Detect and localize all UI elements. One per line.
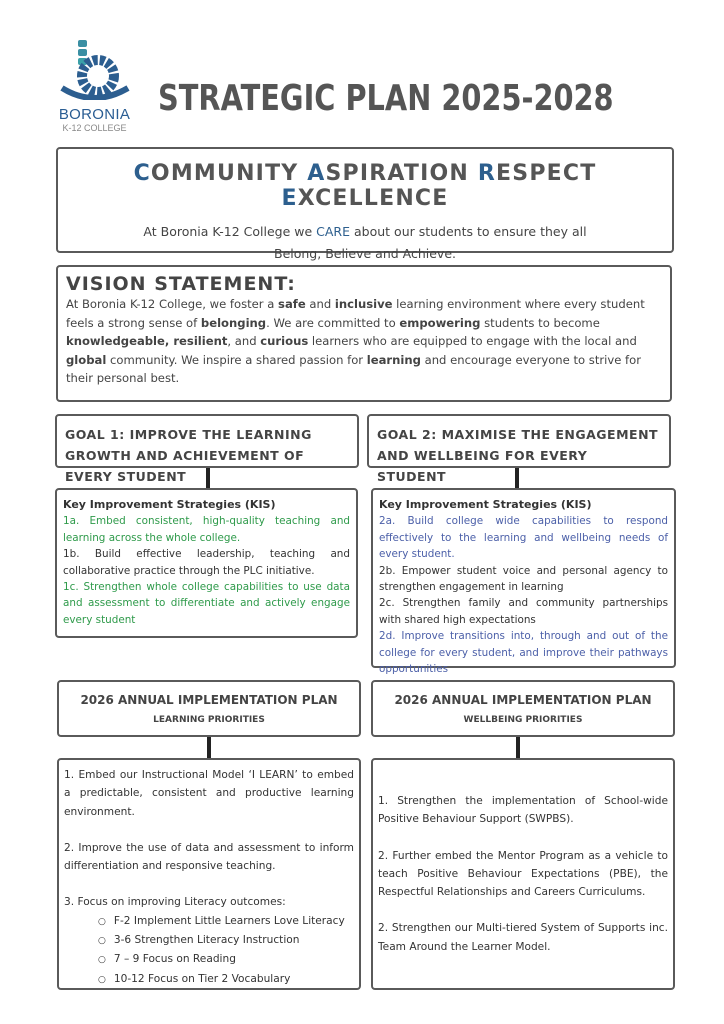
connector xyxy=(516,737,520,759)
kis-heading: Key Improvement Strategies (KIS) xyxy=(379,498,592,511)
sub-item: ○ 7 – 9 Focus on Reading xyxy=(98,950,354,969)
priority-list xyxy=(373,760,673,980)
goal-1-header xyxy=(55,414,359,484)
aip-heading: 2026 ANNUAL IMPLEMENTATION PLAN xyxy=(394,693,652,707)
care-box xyxy=(56,147,674,261)
learning-priorities xyxy=(57,758,361,990)
goal-1-kis xyxy=(55,488,358,638)
care-word: XCELLENCE xyxy=(297,186,449,211)
kis-item: 2d. Improve transitions into, through and out of the college for every student, and improve their pathways opportunities xyxy=(379,630,668,676)
sub-item: ○ 3-6 Strengthen Literacy Instruction xyxy=(98,931,354,950)
aip-heading: 2026 ANNUAL IMPLEMENTATION PLAN xyxy=(80,693,338,707)
connector xyxy=(207,737,211,759)
vision-text-segment: community. We inspire a shared passion for xyxy=(106,352,367,367)
vision-keyword: global xyxy=(66,352,107,367)
kis-item: 2b. Empower student voice and personal agency to strengthen engagement in learning xyxy=(379,564,668,594)
care-initial: R xyxy=(477,161,497,186)
priority-item: 2. Strengthen our Multi-tiered System of Supports inc. Team Around the Learner Model. xyxy=(378,922,668,953)
vision-keyword: safe xyxy=(278,297,306,311)
priority-item: 1. Embed our Instructional Model ‘I LEARN’ to embed a predictable, consistent and productive learning environment. xyxy=(64,769,354,818)
goal-2-kis xyxy=(371,488,676,676)
logo-sub: K-12 COLLEGE xyxy=(62,123,127,133)
vision-keyword: inclusive xyxy=(334,297,393,311)
vision-heading: VISION STATEMENT: xyxy=(66,273,296,295)
care-initial: A xyxy=(307,161,326,186)
page-title: STRATEGIC PLAN 2025-2028 xyxy=(158,78,614,119)
vision-text-segment: students to become xyxy=(480,315,600,330)
aip-subheading: WELLBEING PRIORITIES xyxy=(463,715,583,725)
vision-keyword: knowledgeable, resilient xyxy=(66,334,228,348)
aip-wellbeing-header xyxy=(371,680,675,737)
vision-keyword: learning xyxy=(366,352,421,367)
care-word: ESPECT xyxy=(496,161,597,186)
vision-keyword: empowering xyxy=(399,315,481,330)
care-text: Belong, Believe and Achieve. xyxy=(274,246,456,261)
priority-item: 2. Improve the use of data and assessment to inform differentiation and responsive teaching. xyxy=(64,841,354,873)
kis-item: 1c. Strengthen whole college capabilities to use data and assessment to differentiate and actively engage every student xyxy=(63,581,350,626)
logo-mark-icon xyxy=(52,38,137,100)
goal-heading: GOAL 1: IMPROVE THE LEARNING GROWTH AND ACHIEVEMENT OF EVERY STUDENT xyxy=(65,427,312,484)
connector xyxy=(206,468,210,489)
care-initial: E xyxy=(281,186,298,211)
care-text: At Boronia K-12 College we xyxy=(143,224,317,239)
kis-list xyxy=(57,490,356,635)
priority-list xyxy=(59,760,359,995)
connector xyxy=(515,468,519,489)
literacy-sublist xyxy=(98,912,354,989)
wellbeing-priorities xyxy=(371,758,675,990)
boronia-logo xyxy=(52,38,137,138)
kis-item: 1a. Embed consistent, high-quality teaching and learning across the whole college. xyxy=(63,515,350,544)
vision-keyword: curious xyxy=(260,334,309,348)
vision-text-segment: At Boronia K-12 College, we foster a xyxy=(66,297,279,311)
vision-text-segment: learners who are equipped to engage with the local and xyxy=(308,334,637,348)
care-statement xyxy=(58,221,672,265)
vision-text-segment: . We are committed to xyxy=(266,315,400,330)
care-initial: C xyxy=(133,161,151,186)
care-text: about our students to ensure they all xyxy=(350,224,587,239)
vision-text-segment: learning environment where every student feels a strong sense of xyxy=(66,297,645,330)
aip-learning-header xyxy=(57,680,361,737)
vision-keyword: belonging xyxy=(200,315,267,330)
priority-item: 1. Strengthen the implementation of School-wide Positive Behaviour Support (SWPBS). xyxy=(378,795,668,826)
priority-item: 3. Focus on improving Literacy outcomes: xyxy=(64,896,286,909)
vision-text-segment: , and xyxy=(227,334,261,348)
kis-item: 1b. Build effective leadership, teaching and collaborative practice through the PLC initiative. xyxy=(63,548,350,577)
goal-2-header xyxy=(367,414,671,484)
vision-box xyxy=(56,265,672,402)
priority-item: 2. Further embed the Mentor Program as a vehicle to teach Positive Behaviour Expectations (PBE), the Respectful Relationships and Careers Curriculums. xyxy=(378,849,668,899)
logo-name: BORONIA xyxy=(58,106,131,123)
care-word: OMMUNITY xyxy=(150,161,299,186)
kis-heading: Key Improvement Strategies (KIS) xyxy=(63,498,276,511)
vision-text-segment: and xyxy=(305,297,335,311)
care-word: SPIRATION xyxy=(325,161,470,186)
kis-item: 2a. Build college wide capabilities to respond effectively to the learning and wellbeing needs of every student. xyxy=(379,515,668,561)
kis-item: 2c. Strengthen family and community partnerships with shared high expectations xyxy=(379,597,668,626)
care-acronym: CARE xyxy=(316,224,351,239)
sub-item: ○ 10-12 Focus on Tier 2 Vocabulary xyxy=(98,970,354,989)
care-heading xyxy=(58,161,672,211)
goal-heading: GOAL 2: MAXIMISE THE ENGAGEMENT AND WELLBEING FOR EVERY STUDENT xyxy=(377,427,659,484)
vision-text xyxy=(66,295,662,388)
aip-subheading: LEARNING PRIORITIES xyxy=(153,715,265,725)
vision-text-segment: and encourage everyone to strive for their personal best. xyxy=(66,352,641,385)
kis-list xyxy=(373,490,674,684)
sub-item: ○ F-2 Implement Little Learners Love Literacy xyxy=(98,912,354,931)
